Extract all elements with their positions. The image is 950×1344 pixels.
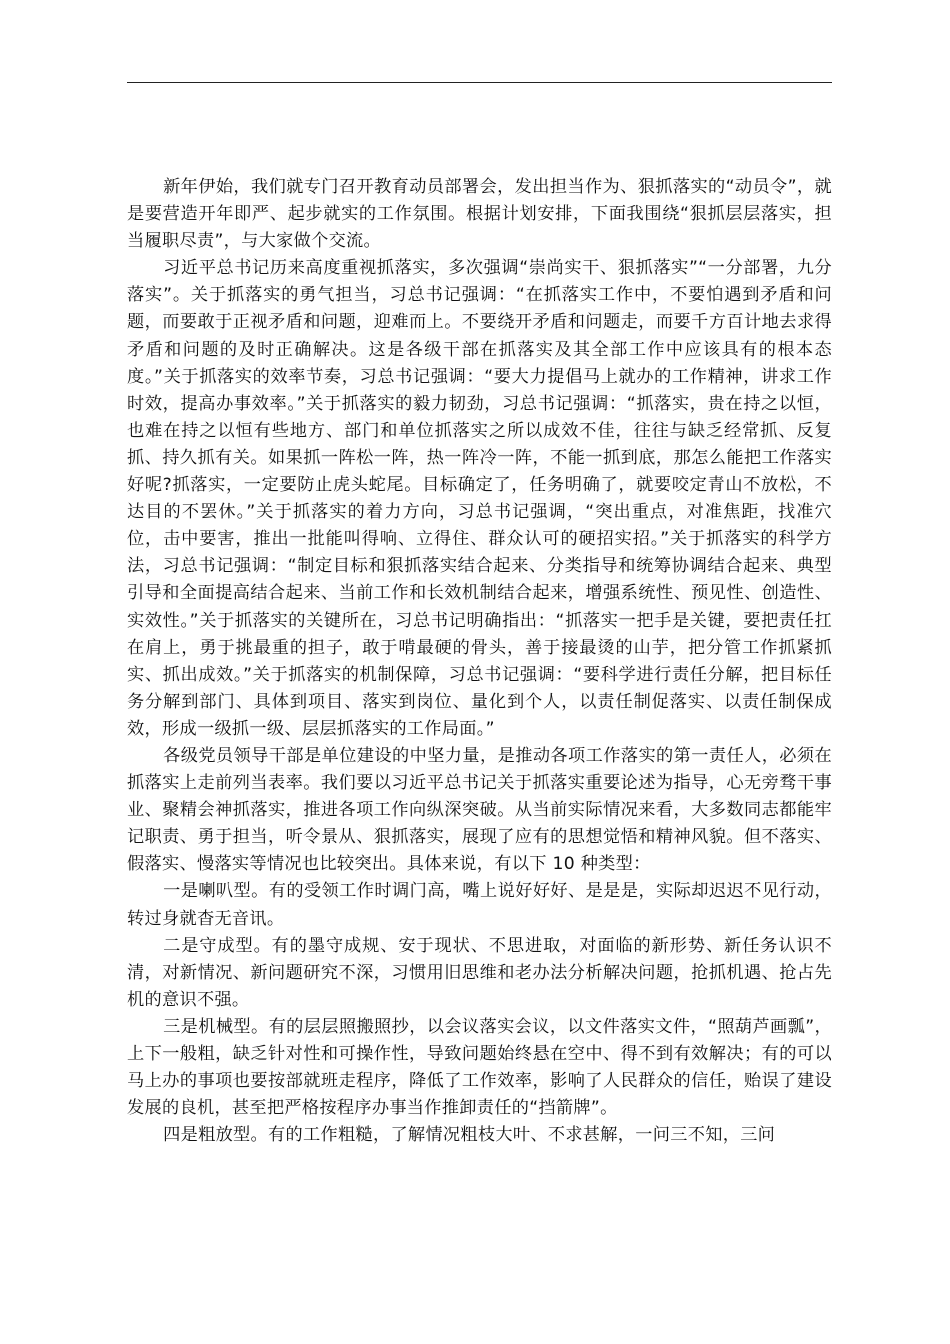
paragraph-type-2: 二是守成型。有的墨守成规、安于现状、不思进取，对面临的新形势、新任务认识不清，对新情况、新问题研究不深，习惯用旧思维和老办法分析解决问题，抢抓机遇、抢占先机的意识不强。 [127,935,832,1010]
paragraph-intro: 新年伊始，我们就专门召开教育动员部署会，发出担当作为、狠抓落实的“动员令”，就是要营造开年即严、起步就实的工作氛围。根据计划安排，下面我围绕“狠抓层层落实，担当履职尽责”，与大家做个交流。 [127,177,832,252]
document-body [127,174,832,1149]
paragraph-quotes: 习近平总书记历来高度重视抓落实，多次强调“崇尚实干、狠抓落实”“一分部署，九分落实”。关于抓落实的勇气担当，习总书记强调：“在抓落实工作中，不要怕遇到矛盾和问题，而要敢于正视矛盾和问题，迎难而上。不要绕开矛盾和问题走，而要千方百计地去求得矛盾和问题的及时正确解决。这是各级干部在抓落实及其全部工作中应该具有的根本态度。”关于抓落实的效率节奏，习总书记强调：“要大力提倡马上就办的工作精神，讲求工作时效，提高办事效率。”关于抓落实的毅力韧劲，习总书记强调：“抓落实，贵在持之以恒，也难在持之以恒有些地方、部门和单位抓落实之所以成效不佳，往往与缺乏经常抓、反复抓、持久抓有关。如果抓一阵松一阵，热一阵冷一阵，不能一抓到底，那怎么能把工作落实好呢?抓落实，一定要防止虎头蛇尾。目标确定了，任务明确了，就要咬定青山不放松，不达目的不罢休。”关于抓落实的着力方向，习总书记强调，“突出重点，对准焦距，找准穴位，击中要害，推出一批能叫得响、立得住、群众认可的硬招实招。”关于抓落实的科学方法，习总书记强调：“制定目标和狠抓落实结合起来、分类指导和统筹协调结合起来、典型引导和全面提高结合起来、当前工作和长效机制结合起来，增强系统性、预见性、创造性、实效性。”关于抓落实的关键所在，习总书记明确指出：“抓落实一把手是关键，要把责任扛在肩上，勇于挑最重的担子，敢于啃最硬的骨头，善于接最烫的山芋，把分管工作抓紧抓实、抓出成效。”关于抓落实的机制保障，习总书记强调：“要科学进行责任分解，把目标任务分解到部门、具体到项目、落实到岗位、量化到个人，以责任制促落实、以责任制保成效，形成一级抓一级、层层抓落实的工作局面。” [127,258,832,739]
paragraph-type-3: 三是机械型。有的层层照搬照抄，以会议落实会议，以文件落实文件，“照葫芦画瓢”，上下一般粗，缺乏针对性和可操作性，导致问题始终悬在空中、得不到有效解决；有的可以马上办的事项也要按部就班走程序，降低了工作效率，影响了人民群众的信任，贻误了建设发展的良机，甚至把严格按程序办事当作推卸责任的“挡箭牌”。 [127,1016,832,1119]
header-rule [127,82,832,83]
paragraph-type-1: 一是喇叭型。有的受领工作时调门高，嘴上说好好好、是是是，实际却迟迟不见行动，转过身就杳无音讯。 [127,881,832,929]
paragraph-cadres: 各级党员领导干部是单位建设的中坚力量，是推动各项工作落实的第一责任人，必须在抓落实上走前列当表率。我们要以习近平总书记关于抓落实重要论述为指导，心无旁骛干事业、聚精会神抓落实，推进各项工作向纵深突破。从当前实际情况来看，大多数同志都能牢记职责、勇于担当，听令景从、狠抓落实，展现了应有的思想觉悟和精神风貌。但不落实、假落实、慢落实等情况也比较突出。具体来说，有以下 10 种类型： [127,745,832,875]
paragraph-type-4: 四是粗放型。有的工作粗糙，了解情况粗枝大叶、不求甚解，一问三不知，三问 [163,1125,776,1146]
